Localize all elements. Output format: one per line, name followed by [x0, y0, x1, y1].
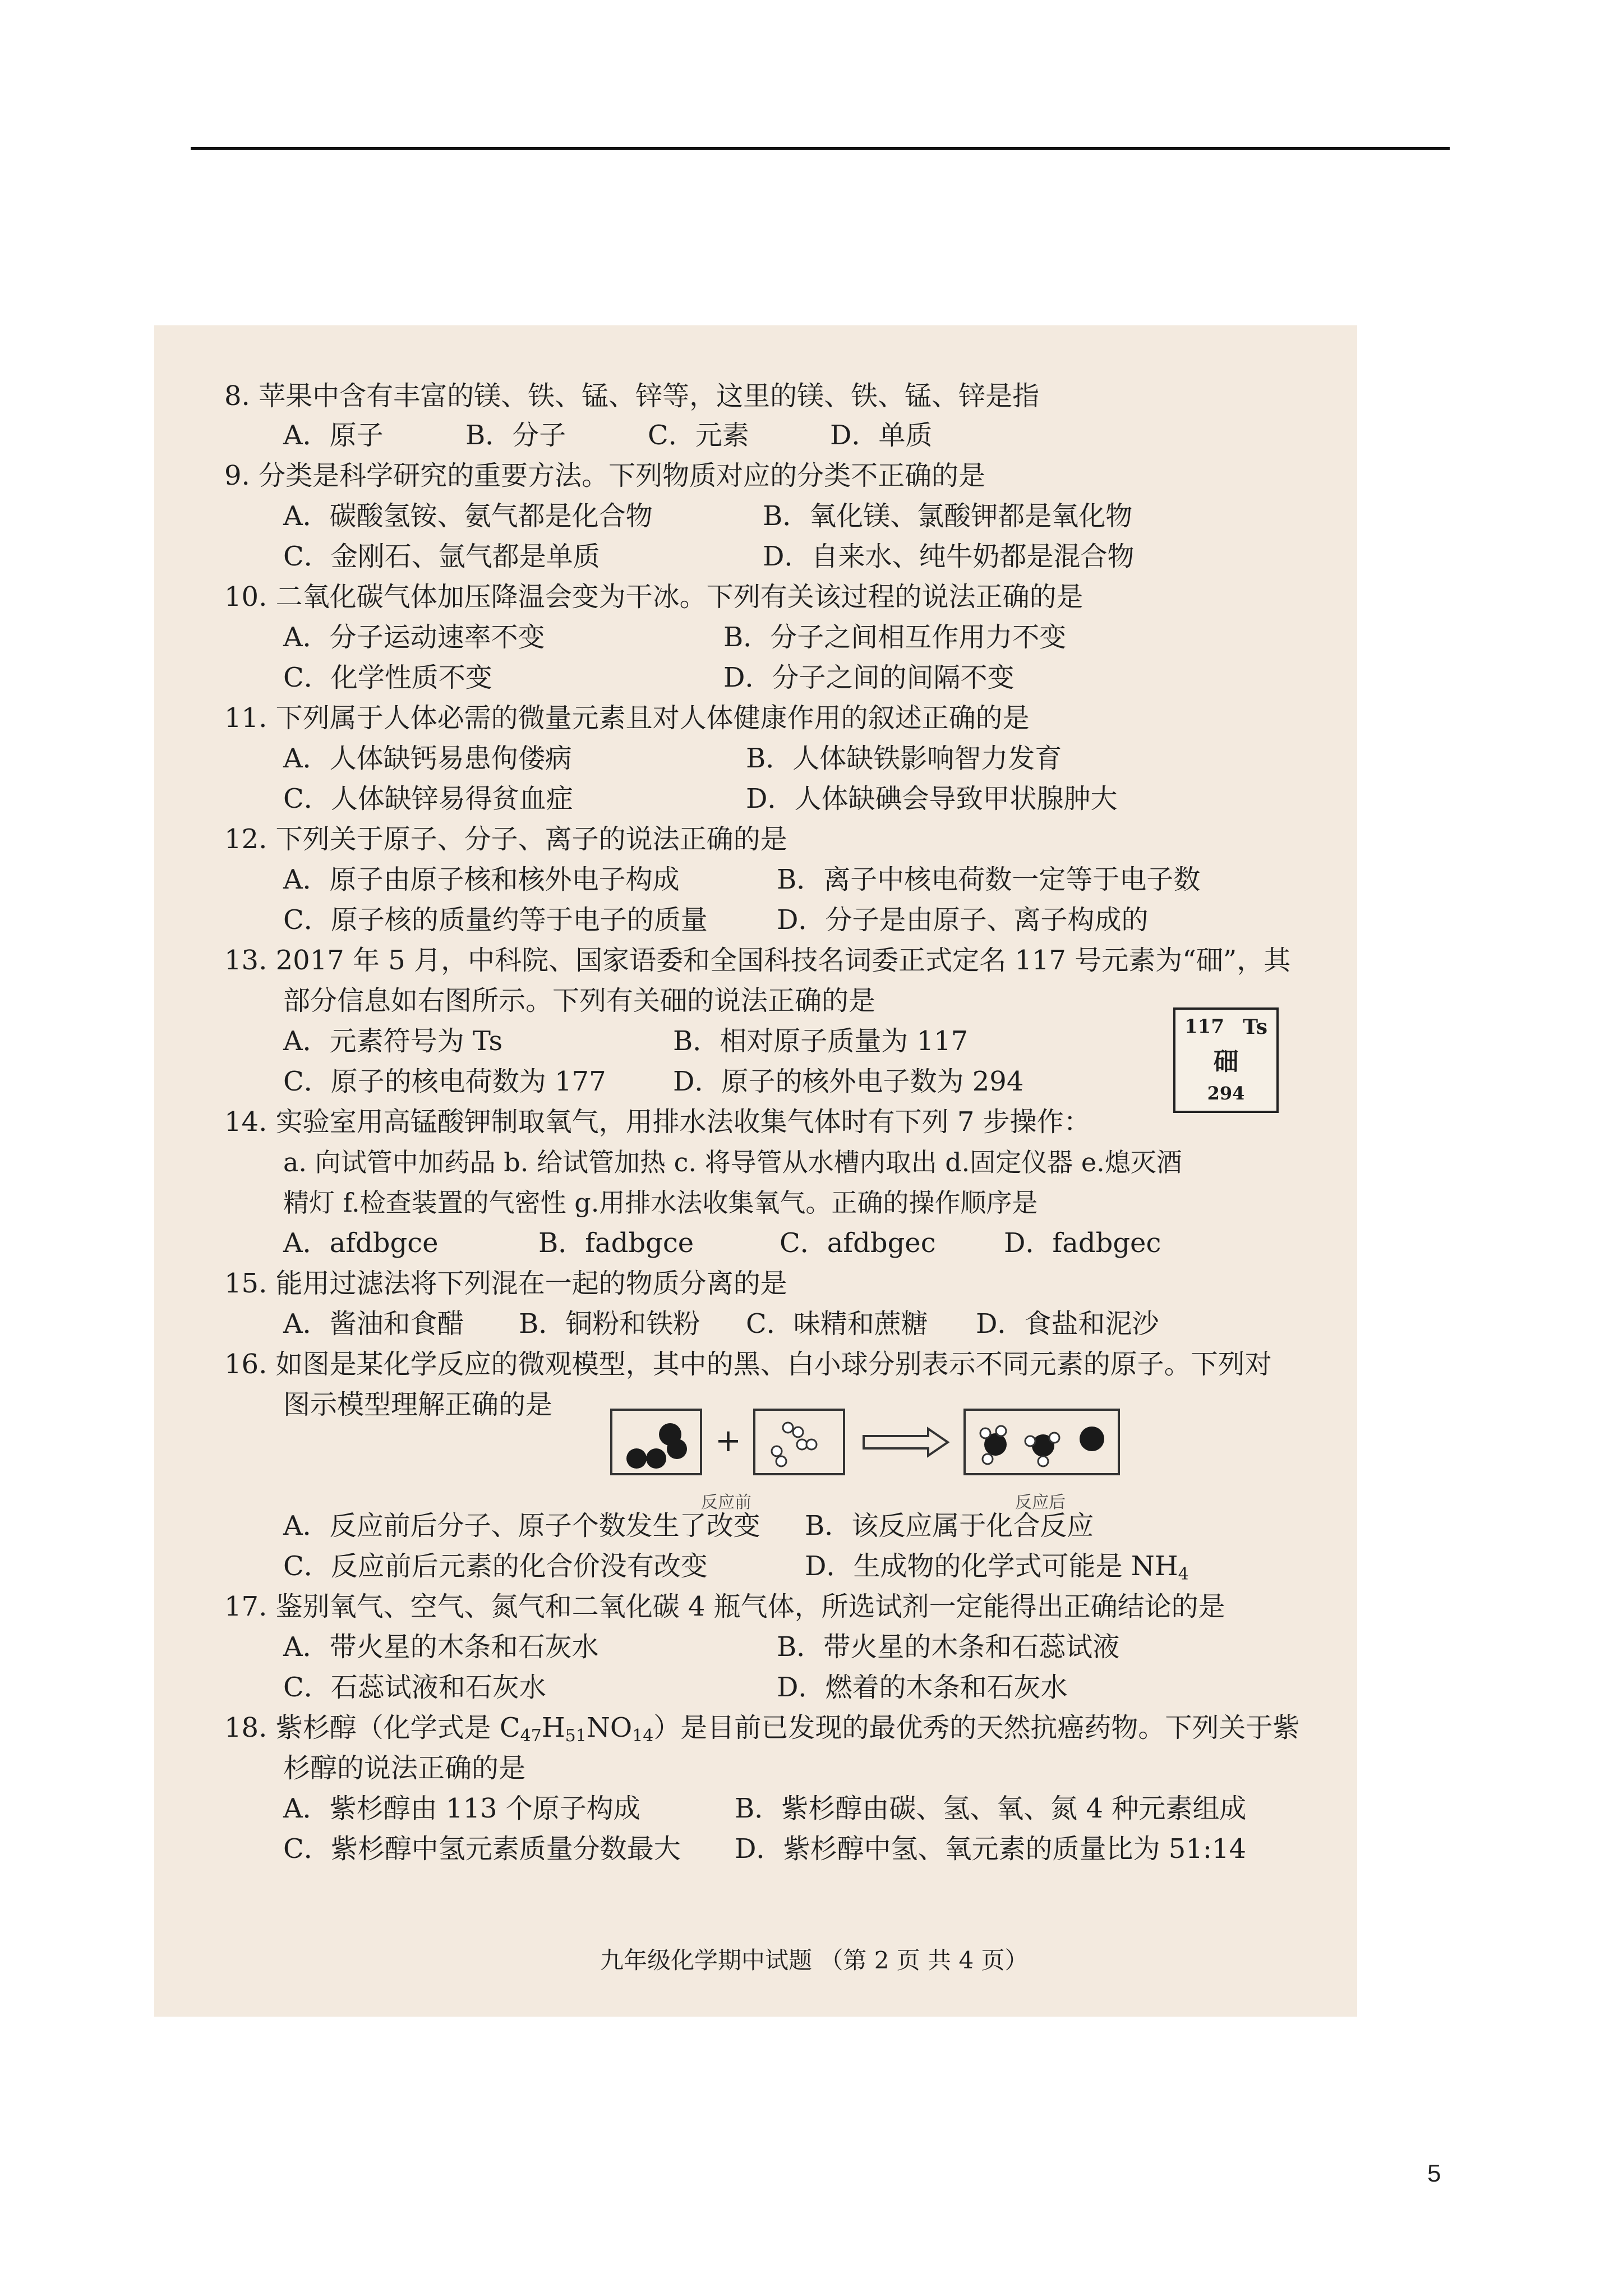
q15-option-b: B．铜粉和铁粉	[519, 1308, 700, 1340]
q12-option-d: D．分子是由原子、离子构成的	[777, 904, 1149, 936]
question-12: 12. 下列关于原子、分子、离子的说法正确的是	[224, 823, 787, 855]
q16-option-d: D．生成物的化学式可能是 $NH_4$	[805, 1550, 1189, 1584]
q11-option-d: D．人体缺碘会导致甲状腺肿大	[746, 783, 1118, 815]
q10-option-a: A．分子运动速率不变	[283, 622, 545, 653]
exam-footer: 九年级化学期中试题 （第 2 页 共 4 页）	[600, 1947, 1029, 1974]
white-atom	[983, 1454, 993, 1464]
white-atom	[980, 1428, 990, 1438]
element-symbol: Ts	[1243, 1015, 1267, 1039]
plus-sign: +	[715, 1423, 741, 1459]
question-14: 14. 实验室用高锰酸钾制取氧气，用排水法收集气体时有下列 7 步操作：	[224, 1106, 1091, 1138]
q8-option-d: D．单质	[830, 420, 933, 451]
q13-option-d: D．原子的核外电子数为 294	[673, 1066, 1024, 1097]
question-13-line-2: 部分信息如右图所示。下列有关鿬的说法正确的是	[283, 985, 876, 1016]
question-16-line-2: 图示模型理解正确的是	[283, 1389, 553, 1420]
q9-option-b: B．氧化镁、氯酸钾都是氧化物	[763, 500, 1133, 532]
q18-option-a: A．紫杉醇由 113 个原子构成	[283, 1793, 640, 1824]
q12-option-c: C．原子核的质量约等于电子的质量	[283, 904, 708, 936]
q16-option-b: B．该反应属于化合反应	[805, 1510, 1094, 1542]
q18-option-c: C．紫杉醇中氢元素质量分数最大	[283, 1833, 681, 1865]
q17-option-c: C．石蕊试液和石灰水	[283, 1672, 546, 1703]
q14-option-b: B．fadbgce	[538, 1227, 694, 1259]
q9-option-d: D．自来水、纯牛奶都是混合物	[763, 541, 1135, 572]
q14-steps-line-2: 精灯 f.检查装置的气密性 g.用排水法收集氧气。正确的操作顺序是	[283, 1188, 1038, 1218]
white-atom	[806, 1439, 817, 1450]
question-9: 9. 分类是科学研究的重要方法。下列物质对应的分类不正确的是	[224, 460, 986, 491]
q13-option-c: C．原子的核电荷数为 177	[283, 1066, 606, 1097]
q9-option-a: A．碳酸氢铵、氨气都是化合物	[283, 500, 653, 532]
q11-option-b: B．人体缺铁影响智力发育	[746, 743, 1062, 774]
q8-option-a: A．原子	[283, 420, 384, 451]
q10-option-d: D．分子之间的间隔不变	[723, 662, 1015, 693]
q11-option-a: A．人体缺钙易患佝偻病	[283, 743, 572, 774]
q18-option-b: B．紫杉醇由碳、氢、氧、氮 4 种元素组成	[735, 1793, 1247, 1824]
caption-before: 反应前	[701, 1493, 751, 1512]
q15-option-d: D．食盐和泥沙	[976, 1308, 1159, 1340]
caption-after: 反应后	[1015, 1493, 1066, 1512]
q18-option-d: D．紫杉醇中氢、氧元素的质量比为 51:14	[735, 1833, 1247, 1865]
question-8: 8. 苹果中含有丰富的镁、铁、锰、锌等，这里的镁、铁、锰、锌是指	[224, 380, 1040, 412]
white-atom	[783, 1423, 793, 1433]
q15-option-a: A．酱油和食醋	[283, 1308, 464, 1340]
question-17: 17. 鉴别氧气、空气、氮气和二氧化碳 4 瓶气体，所选试剂一定能得出正确结论的是	[224, 1591, 1225, 1622]
element-atomic-number: 117	[1184, 1015, 1224, 1038]
reaction-arrow	[864, 1429, 948, 1456]
q16-option-c: C．反应前后元素的化合价没有改变	[283, 1550, 708, 1582]
q12-option-a: A．原子由原子核和核外电子构成	[283, 864, 680, 895]
q8-option-b: B．分子	[465, 420, 566, 451]
q13-option-a: A．元素符号为 Ts	[283, 1025, 503, 1057]
element-name: 鿬	[1214, 1047, 1238, 1076]
q16-option-a: A．反应前后分子、原子个数发生了改变	[283, 1510, 760, 1542]
white-atom	[996, 1426, 1006, 1436]
white-atom	[1049, 1433, 1059, 1443]
q12-option-b: B．离子中核电荷数一定等于电子数	[777, 864, 1201, 895]
question-13: 13. 2017 年 5 月，中科院、国家语委和全国科技名词委正式定名 117 号元素为“鿬”，其	[224, 945, 1291, 976]
black-atom	[626, 1448, 647, 1469]
black-atom	[646, 1448, 666, 1469]
q17-option-d: D．燃着的木条和石灰水	[777, 1672, 1068, 1703]
q8-option-c: C．元素	[648, 420, 749, 451]
white-atom	[1025, 1436, 1035, 1446]
question-11: 11. 下列属于人体必需的微量元素且对人体健康作用的叙述正确的是	[224, 702, 1030, 734]
question-18: 18. 紫杉醇（化学式是 $C_{47}H_{51}NO_{14}$）是目前已发现的最优秀的天然抗癌药物。下列关于紫	[224, 1712, 1300, 1746]
black-atom	[1080, 1427, 1104, 1451]
q14-option-a: A．afdbgce	[283, 1227, 439, 1259]
top-rule	[191, 147, 1450, 150]
q10-option-c: C．化学性质不变	[283, 662, 492, 693]
q10-option-b: B．分子之间相互作用力不变	[723, 622, 1067, 653]
q15-option-c: C．味精和蔗糖	[746, 1308, 928, 1340]
q17-option-a: A．带火星的木条和石灰水	[283, 1631, 599, 1663]
q14-steps-line-1: a. 向试管中加药品 b. 给试管加热 c. 将导管从水槽内取出 d.固定仪器 e.熄灭酒	[283, 1147, 1182, 1177]
white-atom	[772, 1446, 782, 1456]
q11-option-c: C．人体缺锌易得贫血症	[283, 783, 573, 815]
question-15: 15. 能用过滤法将下列混在一起的物质分离的是	[224, 1268, 787, 1299]
q14-option-c: C．afdbgec	[780, 1227, 936, 1259]
question-16: 16. 如图是某化学反应的微观模型，其中的黑、白小球分别表示不同元素的原子。下列对	[224, 1349, 1272, 1380]
black-atom	[667, 1439, 687, 1459]
reaction-micro-model	[608, 1405, 1133, 1512]
question-10: 10. 二氧化碳气体加压降温会变为干冰。下列有关该过程的说法正确的是	[224, 581, 1083, 613]
q9-option-c: C．金刚石、氩气都是单质	[283, 541, 600, 572]
white-atom	[776, 1456, 786, 1466]
q17-option-b: B．带火星的木条和石蕊试液	[777, 1631, 1120, 1663]
q13-option-b: B．相对原子质量为 117	[673, 1025, 969, 1057]
element-card-tennessine	[1173, 1007, 1279, 1113]
element-mass: 294	[1207, 1083, 1245, 1104]
white-atom	[797, 1439, 807, 1450]
white-atom	[1038, 1456, 1048, 1466]
white-atom	[793, 1427, 803, 1437]
question-18-line-2: 杉醇的说法正确的是	[283, 1752, 526, 1784]
page-number: 5	[1427, 2160, 1441, 2187]
q14-option-d: D．fadbgec	[1004, 1227, 1161, 1259]
